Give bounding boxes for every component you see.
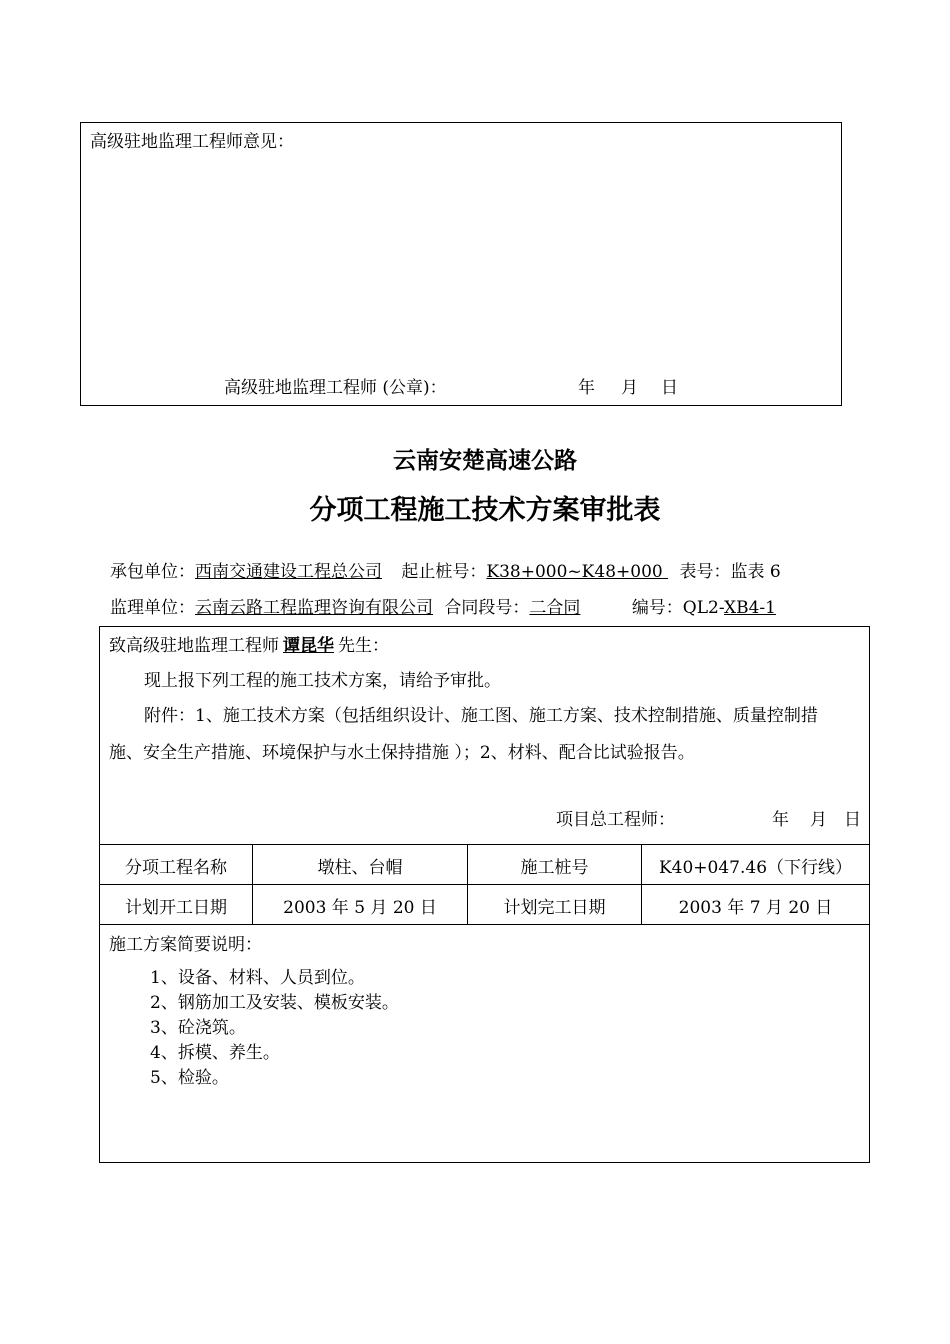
senior-engineer-opinion-box [80,122,842,406]
table-cell: 计划完工日期 [468,885,642,925]
list-item: 5、检验。 [150,1068,229,1088]
table-cell: K40+047.46（下行线） [658,857,853,878]
list-item: 2、钢筋加工及安装、模板安装。 [150,993,399,1013]
opinion-year: 年 [578,378,595,398]
table-row [100,885,869,925]
supervisor-label: 监理单位： [110,598,195,618]
page-title-form: 分项工程施工技术方案审批表 [309,495,661,526]
table-cell: 墩柱、台帽 [253,845,468,885]
contractor-value: 西南交通建设工程总公司 [195,562,382,582]
supervisor-value: 云南云路工程监理咨询有限公司 [195,598,433,618]
opinion-day: 日 [661,378,678,398]
letter-to-line [109,631,389,656]
form-number-label: 表号：监表 6 [679,562,781,582]
table-cell: 2003 年 5 月 20 日 [253,885,468,925]
list-item: 4、拆模、养生。 [150,1043,280,1063]
station-label: 起止桩号： [401,562,487,582]
number-label: 编号：QL2- [631,598,724,618]
opinion-signature-label: 高级驻地监理工程师 (公章)： [224,378,447,398]
contractor-label: 承包单位： [110,562,195,582]
letter-day: 日 [844,810,861,830]
list-item: 1、设备、材料、人员到位。 [150,968,365,988]
approval-form [99,626,870,1163]
chief-engineer-label: 项目总工程师： [556,810,675,830]
engineer-name: 谭昆华 [283,636,334,656]
contract-label: 合同段号： [444,598,530,618]
header-row-supervisor [110,593,776,618]
page-title-highway: 云南安楚高速公路 [393,447,577,474]
list-item: 3、砼浇筑。 [150,1018,246,1038]
letter-month: 月 [810,810,827,830]
opinion-heading: 高级驻地监理工程师意见： [90,132,294,152]
letter-line-3: 施、安全生产措施、环境保护与水土保持措施 ）；2、材料、配合比试验报告。 [109,743,695,763]
opinion-month: 月 [621,378,638,398]
letter-line-1: 现上报下列工程的施工技术方案，请给予审批。 [144,671,501,691]
plan-heading: 施工方案简要说明： [109,935,262,955]
letter-line-2: 附件：1、施工技术方案（包括组织设计、施工图、施工方案、技术控制措施、质量控制措 [144,706,818,726]
letter-to-prefix: 致高级驻地监理工程师 [109,636,279,656]
project-info-table [100,844,869,926]
letter-to-suffix: 先生： [338,636,389,656]
header-row-contractor [110,557,781,582]
station-value: K38+000~K48+000 [486,562,663,582]
table-cell: 施工桩号 [468,845,642,885]
table-row [100,845,869,885]
contract-value: 二合同 [529,598,581,618]
plan-list [150,963,399,1088]
table-cell: 计划开工日期 [100,885,253,925]
table-cell: 分项工程名称 [100,845,253,885]
table-cell: 2003 年 7 月 20 日 [678,897,833,918]
number-value: XB4-1 [724,598,776,618]
letter-year: 年 [772,810,789,830]
